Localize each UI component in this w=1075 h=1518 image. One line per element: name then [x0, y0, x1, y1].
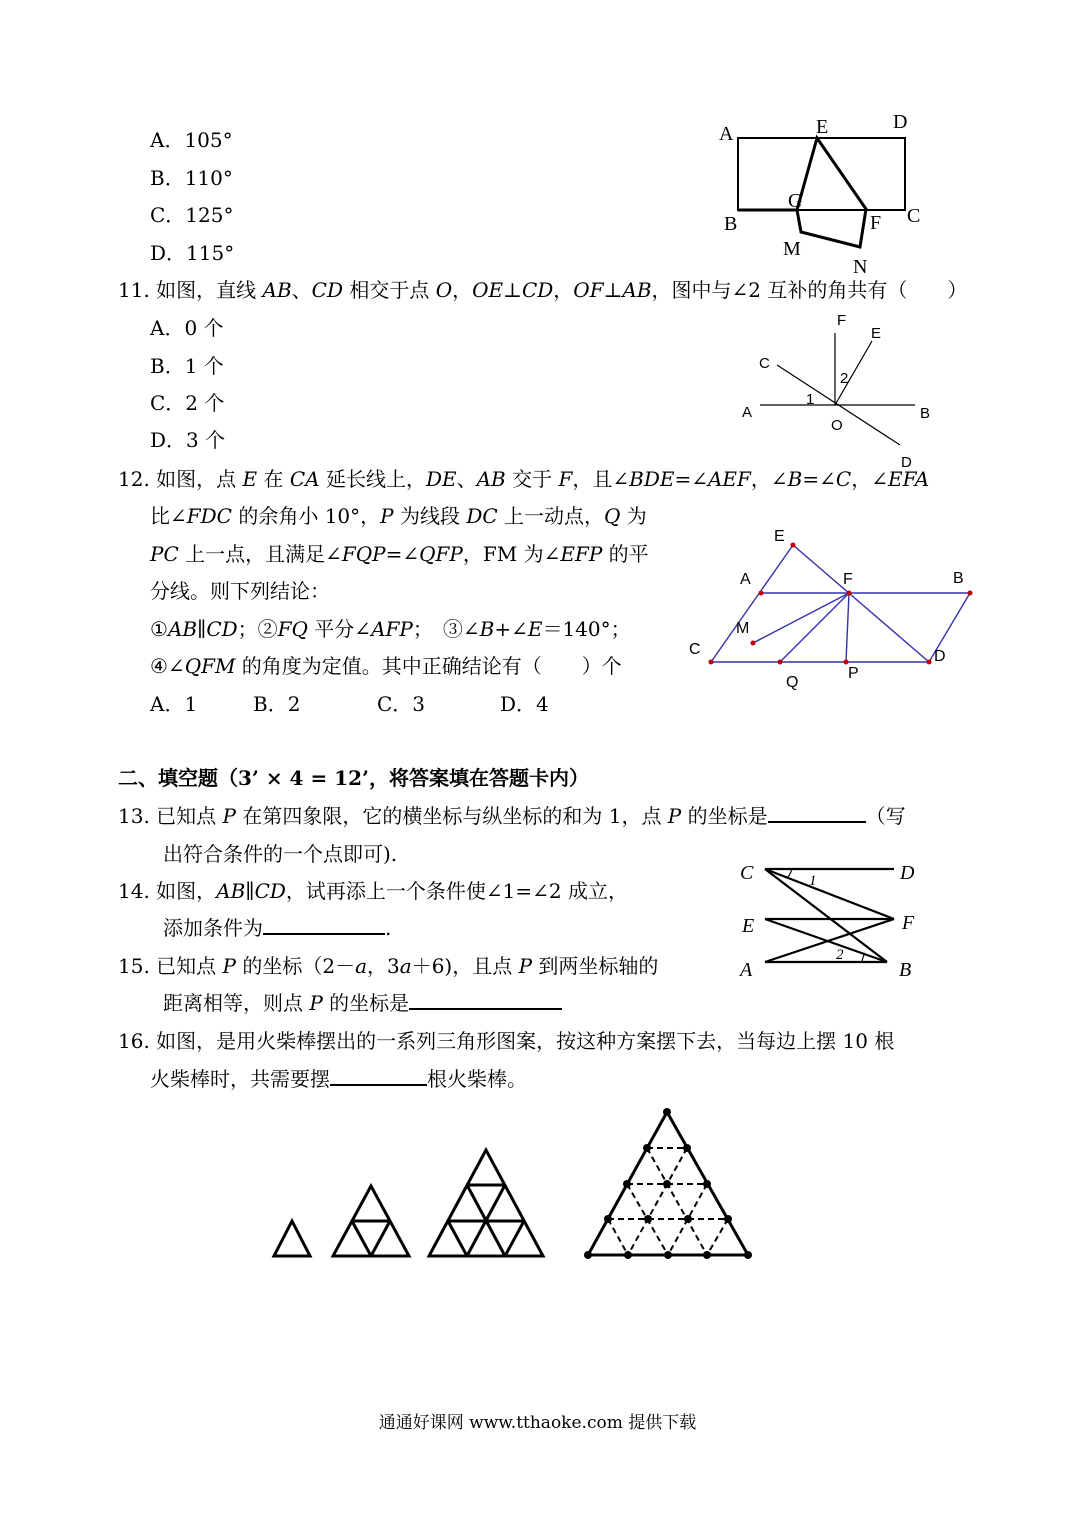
q12-line-6: ④∠QFM 的角度为定值。其中正确结论有（ ）个 — [150, 654, 622, 678]
q12-label-e: E — [774, 528, 785, 545]
q12-label-b: B — [953, 570, 964, 587]
q16-answer-blank[interactable] — [330, 1066, 427, 1086]
q11-option-c: C．2 个 — [150, 391, 225, 415]
q10-label-a: A — [719, 123, 734, 145]
q11-option-a: A．0 个 — [150, 316, 224, 340]
q12-line-3: PC 上一点，且满足∠FQP=∠QFP，FM 为∠EFP 的平 — [150, 542, 649, 566]
q14-line-1: 14. 如图，AB∥CD，试再添上一个条件使∠1=∠2 成立， — [118, 879, 628, 903]
q15-answer-blank[interactable] — [409, 990, 562, 1010]
q15-line-1: 15. 已知点 P 的坐标（2－a，3a＋6)，且点 P 到两坐标轴的 — [118, 954, 659, 978]
q12-label-c: C — [689, 641, 701, 658]
q14-label-a: A — [740, 959, 753, 981]
triangle-pattern-4 — [584, 1108, 752, 1259]
triangle-pattern-1 — [274, 1221, 310, 1256]
q14-line-2: 添加条件为 . — [163, 916, 392, 940]
q11-figure — [735, 305, 945, 475]
triangle-pattern-3 — [429, 1150, 543, 1256]
q11-label-e: E — [871, 325, 882, 342]
q11-option-d: D．3 个 — [150, 428, 226, 452]
q12-line-2: 比∠FDC 的余角小 10°，P 为线段 DC 上一动点，Q 为 — [150, 504, 647, 528]
q12-label-p: P — [848, 665, 859, 682]
q11-label-o: O — [831, 417, 843, 434]
q14-label-1: 1 — [809, 873, 817, 889]
q14-label-b: B — [899, 959, 912, 981]
q11-label-b: B — [920, 405, 931, 422]
q11-label-a: A — [742, 404, 753, 421]
q10-label-e: E — [816, 116, 829, 138]
q14-figure — [732, 855, 927, 985]
q11-label-d: D — [901, 454, 912, 471]
section-2-heading: 二、填空题（3’ × 4 = 12’，将答案填在答题卡内） — [118, 766, 589, 790]
q14-label-f: F — [902, 912, 915, 934]
page-footer: 通通好课网 www.tthaoke.com 提供下载 — [378, 1413, 697, 1433]
q11-label-1: 1 — [806, 391, 815, 408]
q12-label-m: M — [736, 620, 750, 637]
q12-line-1: 12. 如图，点 E 在 CA 延长线上，DE、AB 交于 F，且∠BDE=∠AEF，∠B=∠C，∠EFA — [118, 467, 930, 491]
q10-label-g: G — [788, 190, 803, 212]
q10-label-b: B — [724, 213, 738, 235]
q12-option-a: A．1 — [150, 692, 198, 716]
q12-line-4: 分线。则下列结论： — [150, 579, 330, 603]
q14-label-d: D — [900, 862, 915, 884]
q12-label-d: D — [934, 648, 946, 665]
q16-line-2: 火柴棒时，共需要摆 根火柴棒。 — [150, 1067, 527, 1091]
q11-option-b: B．1 个 — [150, 354, 224, 378]
q14-answer-blank[interactable] — [263, 915, 385, 935]
q12-label-q: Q — [786, 674, 799, 691]
q10-option-b: B．110° — [150, 166, 233, 190]
q10-label-n: N — [853, 256, 868, 278]
q12-label-f: F — [843, 571, 853, 588]
q16-figure — [265, 1100, 765, 1270]
q12-line-5: ①AB∥CD；②FQ 平分∠AFP； ③∠B+∠E＝140°； — [150, 617, 631, 641]
q11-label-f: F — [837, 312, 847, 329]
q16-line-1: 16. 如图，是用火柴棒摆出的一系列三角形图案，按这种方案摆下去，当每边上摆 10 根 — [118, 1029, 895, 1053]
q13-line-1: 13. 已知点 P 在第四象限，它的横坐标与纵坐标的和为 1，点 P 的坐标是 （写 — [118, 804, 906, 828]
q12-number: 12. — [118, 467, 150, 491]
q16-number: 16. — [118, 1029, 150, 1053]
q15-line-2: 距离相等，则点 P 的坐标是 — [163, 990, 562, 1016]
q10-label-f: F — [870, 212, 882, 234]
q14-label-c: C — [740, 862, 754, 884]
q13-answer-blank[interactable] — [768, 803, 866, 823]
q13-line-2: 出符合条件的一个点即可). — [163, 842, 398, 866]
q10-label-m: M — [783, 238, 801, 260]
q12-option-b: B．2 — [253, 692, 301, 716]
q12-option-d: D．4 — [500, 692, 549, 716]
q15-number: 15. — [118, 954, 150, 978]
q10-label-d: D — [893, 111, 908, 133]
q13-number: 13. — [118, 804, 150, 828]
q12-figure — [680, 520, 980, 695]
q10-label-c: C — [907, 205, 921, 227]
q10-option-a: A．105° — [150, 128, 233, 152]
q11-label-2: 2 — [840, 370, 849, 387]
q10-figure — [705, 105, 945, 280]
q14-label-e: E — [742, 915, 755, 937]
q12-label-a: A — [740, 571, 751, 588]
q10-option-c: C．125° — [150, 203, 234, 227]
q12-option-c: C．3 — [377, 692, 426, 716]
q14-label-2: 2 — [836, 947, 844, 963]
q10-option-d: D．115° — [150, 241, 235, 265]
q14-number: 14. — [118, 879, 150, 903]
q11-label-c: C — [759, 355, 770, 372]
q11-stem: 11. 如图，直线 AB、CD 相交于点 O，OE⊥CD，OF⊥AB，图中与∠2 互补的角共有（ ） — [118, 278, 968, 302]
triangle-pattern-2 — [333, 1186, 409, 1256]
q11-number: 11. — [118, 278, 150, 302]
